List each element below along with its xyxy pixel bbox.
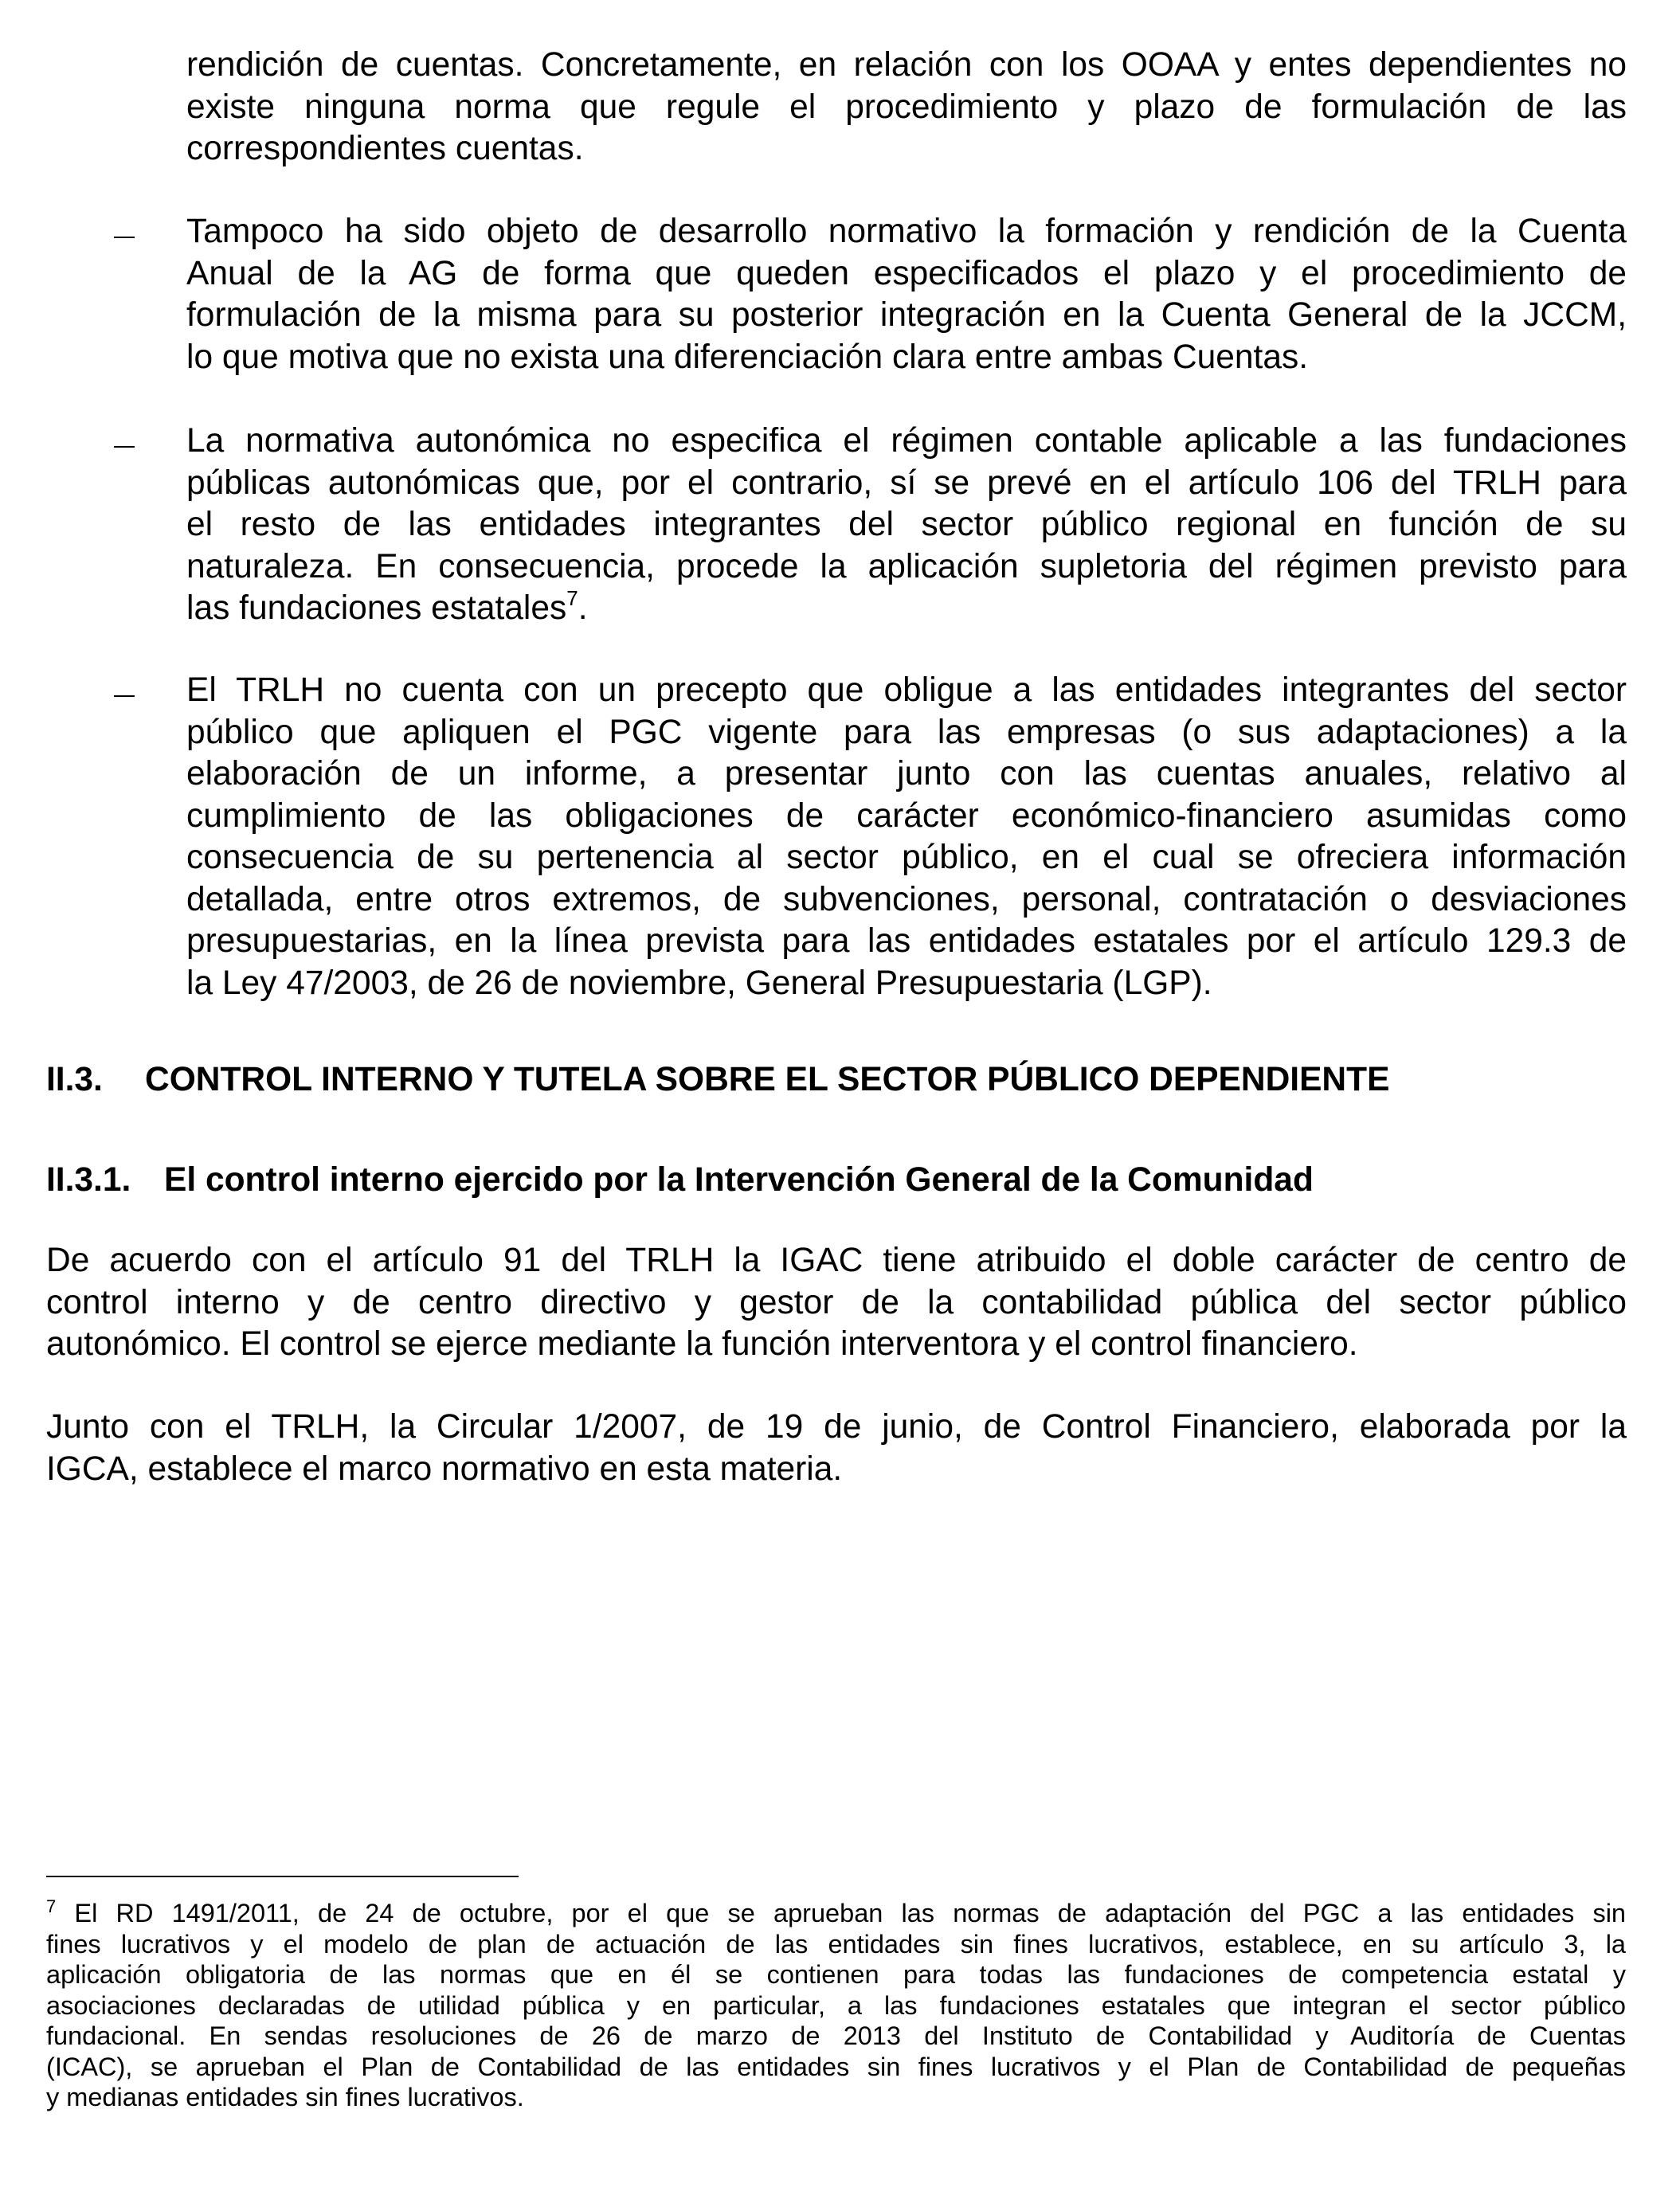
text-line: el resto de las entidades integrantes del sector público regional en función de su — [186, 506, 1627, 543]
text-fragment: . — [578, 589, 588, 627]
text-line: autonómico. El control se ejerce mediante la función interventora y el control financiero. — [46, 1325, 1358, 1363]
continuation-paragraph — [186, 45, 1627, 170]
footnote-reference[interactable]: 7 — [566, 586, 578, 610]
text-line: formulación de la misma para su posterior integración en la Cuenta General de la JCCM, — [186, 296, 1627, 334]
text-line: Junto con el TRLH, la Circular 1/2007, de 19 de junio, de Control Financiero, elaborada por la — [46, 1408, 1627, 1446]
text-line: existe ninguna norma que regule el procedimiento y plazo de formulación de las — [186, 88, 1627, 126]
footnote-line: asociaciones declaradas de utilidad pública y en particular, a las fundaciones estatales que integran el sector público — [46, 1990, 1626, 2020]
text-line: público que apliquen el PGC vigente para las empresas (o sus adaptaciones) a la — [186, 713, 1627, 751]
text-line: lo que motiva que no exista una diferenciación clara entre ambas Cuentas. — [186, 338, 1309, 376]
footnote-marker: 7 — [46, 1896, 57, 1916]
text-line: la Ley 47/2003, de 26 de noviembre, General Presupuestaria (LGP). — [186, 964, 1212, 1002]
text-line: rendición de cuentas. Concretamente, en relación con los OOAA y entes dependientes no — [186, 46, 1627, 84]
text-line — [186, 588, 1627, 630]
text-line: naturaleza. En consecuencia, procede la aplicación supletoria del régimen previsto para — [186, 547, 1627, 585]
text-line: elaboración de un informe, a presentar junto con las cuentas anuales, relativo al — [186, 755, 1627, 792]
text-line: correspondientes cuentas. — [186, 130, 584, 167]
footnote-separator — [46, 1876, 519, 1877]
text-fragment: las fundaciones estatales — [186, 589, 567, 627]
text-line: detallada, entre otros extremos, de subvenciones, personal, contratación o desviaciones — [186, 880, 1627, 918]
footnote-line — [46, 1898, 1626, 1929]
body-paragraph — [46, 1407, 1627, 1490]
footnote-line: aplicación obligatoria de las normas que en él se contienen para todas las fundaciones de competencia estatal y — [46, 1960, 1626, 1989]
footnote — [46, 1898, 1626, 2113]
text-line: El TRLH no cuenta con un precepto que obligue a las entidades integrantes del sector — [186, 671, 1627, 709]
text-line: control interno y de centro directivo y gestor de la contabilidad pública del sector público — [46, 1283, 1627, 1321]
text-line: cumplimiento de las obligaciones de carácter económico-financiero asumidas como — [186, 796, 1627, 835]
text-line: presupuestarias, en la línea prevista para las entidades estatales por el artículo 129.3 de — [186, 922, 1627, 960]
text-line: IGCA, establece el marco normativo en esta materia. — [46, 1450, 843, 1488]
section-number: II.3. — [46, 1061, 103, 1098]
footnote-line: (ICAC), se aprueban el Plan de Contabilidad de las entidades sin fines lucrativos y el Plan de Contabilidad de pequeñas — [46, 2052, 1626, 2081]
text-line: públicas autonómicas que, por el contrario, sí se prevé en el artículo 106 del TRLH para — [186, 464, 1627, 502]
section-title: CONTROL INTERNO Y TUTELA SOBRE EL SECTOR PÚBLICO DEPENDIENTE — [145, 1061, 1390, 1098]
text-line: De acuerdo con el artículo 91 del TRLH la IGAC tiene atribuido el doble carácter de centro de — [46, 1242, 1627, 1279]
text-line: Anual de la AG de forma que queden especificados el plazo y el procedimiento de — [186, 254, 1627, 292]
subsection-number: II.3.1. — [46, 1161, 131, 1199]
text-line: La normativa autonómica no especifica el régimen contable aplicable a las fundaciones — [186, 422, 1627, 460]
bullet-paragraph — [186, 670, 1627, 1004]
bullet-dash — [114, 237, 135, 238]
body-paragraph — [46, 1240, 1627, 1366]
bullet-dash — [114, 446, 135, 448]
subsection-title: El control interno ejercido por la Intervención General de la Comunidad — [164, 1161, 1314, 1199]
text-fragment: El RD 1491/2011, de 24 de octubre, por el que se aprueban las normas de adaptación del PGC a las entidades sin — [56, 1899, 1626, 1927]
footnote-line: y medianas entidades sin fines lucrativos. — [46, 2083, 524, 2111]
footnote-line: fundacional. En sendas resoluciones de 26 de marzo de 2013 del Instituto de Contabilidad y Auditoría de Cuentas — [46, 2021, 1626, 2050]
text-line: consecuencia de su pertenencia al sector público, en el cual se ofreciera información — [186, 839, 1627, 876]
bullet-paragraph — [186, 421, 1627, 630]
text-line: Tampoco ha sido objeto de desarrollo normativo la formación y rendición de la Cuenta — [186, 213, 1627, 250]
footnote-line: fines lucrativos y el modelo de plan de actuación de las entidades sin fines lucrativos, establece, en su artículo 3, la — [46, 1929, 1626, 1959]
section-heading — [46, 1059, 1389, 1101]
bullet-dash — [114, 695, 135, 697]
bullet-paragraph — [186, 211, 1627, 378]
subsection-heading — [46, 1160, 1314, 1201]
